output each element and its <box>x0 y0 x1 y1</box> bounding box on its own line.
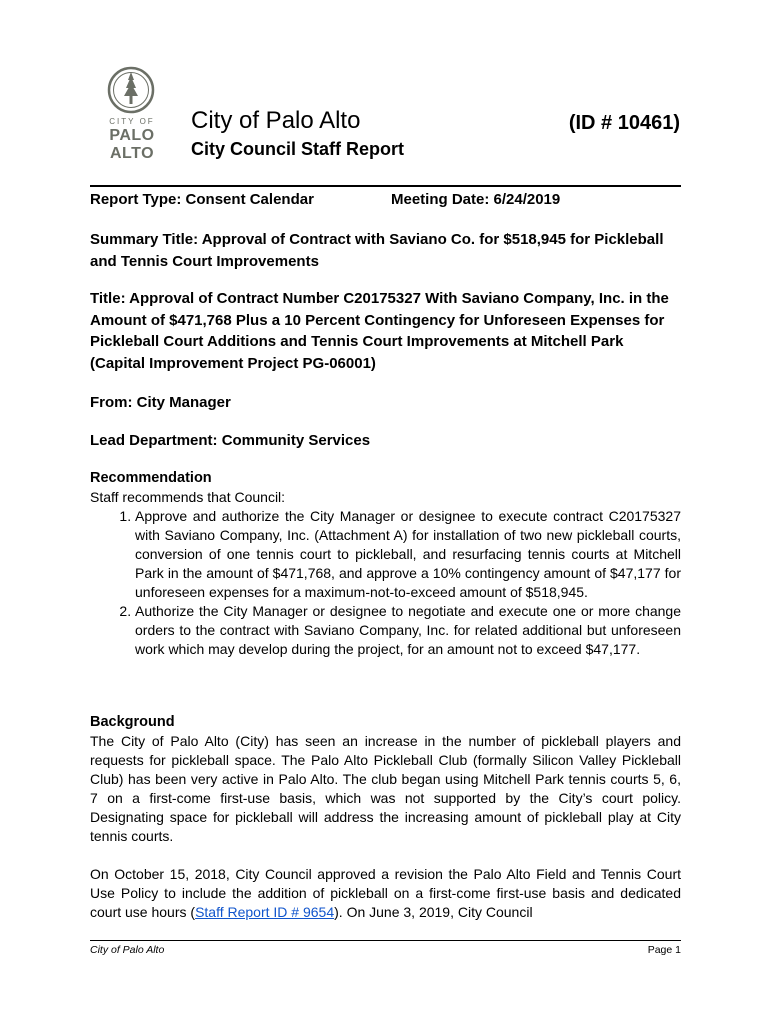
tree-seal-icon <box>107 66 155 114</box>
background-paragraph-1: The City of Palo Alto (City) has seen an increase in the number of pickleball players and requests for pickleball space. The Palo Alto Pickleball Club (formally Silicon Valley Pickleball Club) has been very active in Palo Alto. The club began using Mitchell Park tennis courts 5, 6, 7 on a first-come first-use basis, which was not supported by the City’s court policy. Designating space for pickleball will address the increasing amount of pickleball play at City tennis courts. <box>90 733 681 844</box>
from-line: From: City Manager <box>90 394 231 411</box>
recommendation-section <box>90 469 681 659</box>
meeting-date-label: Meeting Date: 6/24/2019 <box>391 191 561 208</box>
lead-department: Lead Department: Community Services <box>90 432 371 449</box>
report-type-label: Report Type: Consent Calendar <box>90 191 314 208</box>
list-item: 2. Authorize the City Manager or designee to negotiate and execute one or more change orders to the contract with Saviano Company, Inc. for related additional but unforeseen work which may develop during the project, for an amount not to exceed $47,177. <box>135 602 681 659</box>
summary-title: Summary Title: Approval of Contract with Saviano Co. for $518,945 for Pickleball and Tennis Court Improvements <box>90 231 664 270</box>
report-title: Title: Approval of Contract Number C20175327 With Saviano Company, Inc. in the Amount of $471,768 Plus a 10 Percent Contingency for Unforeseen Expenses for Pickleball Court Additions and Tennis Court Improvements at Mitchell Park (Capital Improvement Project PG-06001) <box>90 290 669 372</box>
background-section <box>90 713 681 922</box>
logo-line-palo: PALO <box>109 127 155 144</box>
recommendation-intro: Staff recommends that Council: <box>90 489 286 505</box>
logo-line-city-of: CITY OF <box>109 117 155 126</box>
footer-city: City of Palo Alto <box>90 944 165 956</box>
recommendation-list <box>90 507 681 659</box>
document-id: (ID # 10461) <box>568 112 680 134</box>
page-number: Page 1 <box>647 944 681 956</box>
recommendation-heading: Recommendation <box>90 470 212 486</box>
background-heading: Background <box>90 714 175 730</box>
report-heading: City Council Staff Report <box>191 139 405 159</box>
list-item: 1. Approve and authorize the City Manager or designee to execute contract C20175327 with Saviano Company, Inc. (Attachment A) for installation of two new pickleball courts, conversion of one tennis court to pickleball, and resurfacing tennis courts at Mitchell Park in the amount of $471,768, and approve a 10% contingency amount of $47,177 for unforeseen expenses for a maximum-not-to-exceed amount of $518,945. <box>135 507 681 602</box>
city-title: City of Palo Alto <box>191 107 361 134</box>
logo-line-alto: ALTO <box>109 145 155 162</box>
paragraph-text: ). On June 3, 2019, City Council <box>334 904 533 920</box>
header-divider <box>90 185 681 187</box>
paragraph-text: On October 15, 2018, City Council approved a revision the Palo Alto Field and Tennis Court Use Policy to include the addition of pickleball on a first-come first-use basis and dedicated court use hours ( <box>90 866 681 920</box>
city-logo <box>104 66 160 162</box>
staff-report-link[interactable]: Staff Report ID # 9654 <box>195 904 335 920</box>
background-paragraph-2 <box>90 865 681 922</box>
footer-divider <box>90 940 681 941</box>
